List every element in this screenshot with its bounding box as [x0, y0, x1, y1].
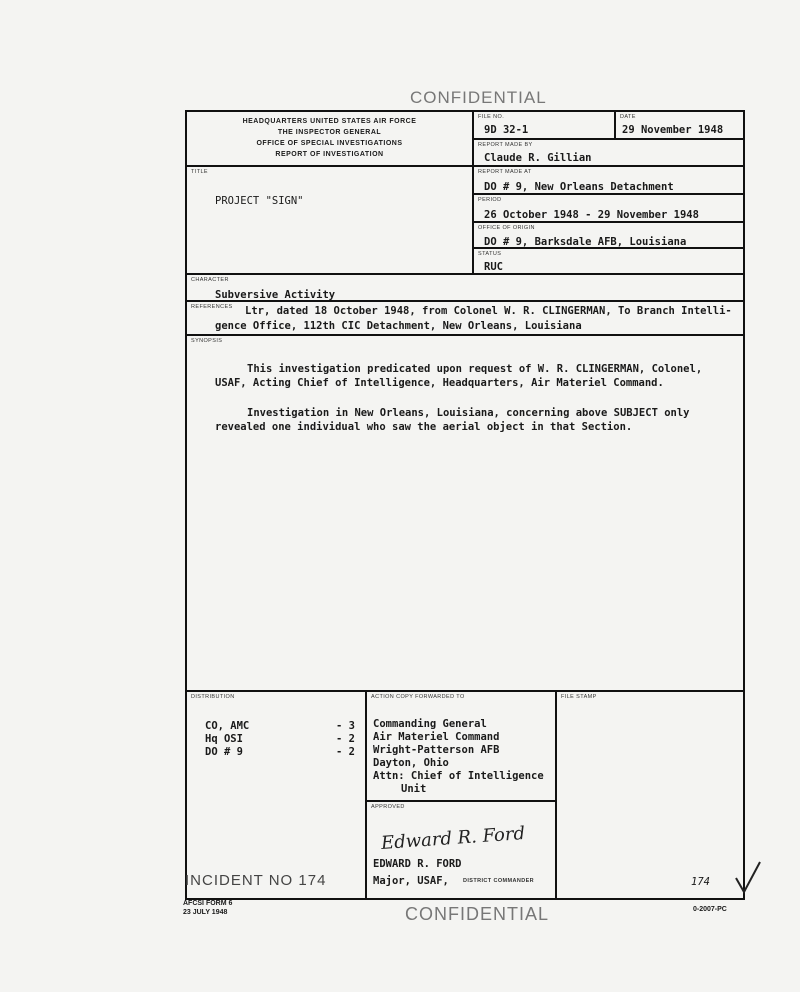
date-value: 29 November 1948	[622, 124, 724, 136]
title-cell	[187, 167, 474, 275]
form-id-line-1: AFCSI FORM 6	[183, 900, 233, 907]
action-copy-line: Wright-Patterson AFB	[373, 744, 500, 756]
report-form	[185, 110, 745, 900]
action-copy-line: Commanding General	[373, 718, 487, 730]
approver-rank: Major, USAF,	[373, 875, 449, 887]
distribution-name: DO # 9	[205, 746, 243, 758]
approved-cell	[367, 802, 557, 898]
action-copy-label: ACTION COPY FORWARDED TO	[371, 694, 465, 700]
references-line-2: gence Office, 112th CIC Detachment, New Orleans, Louisiana	[215, 320, 582, 332]
period-cell	[474, 195, 743, 223]
report-made-by-cell	[474, 140, 743, 167]
form-id-line-2: 23 JULY 1948	[183, 909, 228, 916]
status-value: RUC	[484, 261, 503, 273]
title-label: TITLE	[191, 169, 208, 175]
synopsis-cell	[187, 336, 743, 692]
action-copy-line: Dayton, Ohio	[373, 757, 449, 769]
approver-role: DISTRICT COMMANDER	[463, 878, 535, 884]
distribution-cell	[187, 692, 367, 898]
org-line: OFFICE OF SPECIAL INVESTIGATIONS	[256, 140, 403, 147]
office-of-origin-value: DO # 9, Barksdale AFB, Louisiana	[484, 236, 687, 248]
character-label: CHARACTER	[191, 277, 229, 283]
synopsis-para1-line2: USAF, Acting Chief of Intelligence, Headquarters, Air Materiel Command.	[215, 377, 664, 389]
org-line: REPORT OF INVESTIGATION	[275, 151, 384, 158]
distribution-name: CO, AMC	[205, 720, 250, 732]
gpo-code: 0-2007-PC	[693, 906, 727, 913]
file-no-value: 9D 32-1	[484, 124, 529, 136]
file-stamp-cell	[557, 692, 743, 898]
report-made-by-label: REPORT MADE BY	[478, 142, 533, 148]
date-cell	[616, 112, 743, 140]
synopsis-para2-line1: Investigation in New Orleans, Louisiana, concerning above SUBJECT only	[247, 407, 690, 419]
date-label: DATE	[620, 114, 636, 120]
references-label: REFERENCES	[191, 304, 233, 310]
handwritten-check-icon	[730, 858, 770, 898]
action-copy-line: Unit	[401, 783, 427, 795]
distribution-count: - 2	[336, 746, 355, 758]
synopsis-paragraph-2	[215, 406, 735, 434]
synopsis-para1-line1: This investigation predicated upon request of W. R. CLINGERMAN, Colonel,	[247, 363, 703, 375]
synopsis-label: SYNOPSIS	[191, 338, 223, 344]
report-made-at-label: REPORT MADE AT	[478, 169, 532, 175]
report-made-at-cell	[474, 167, 743, 195]
action-copy-line: Air Materiel Command	[373, 731, 500, 743]
action-copy-line: Attn: Chief of Intelligence	[373, 770, 544, 782]
distribution-row	[205, 720, 355, 733]
references-cell	[187, 302, 743, 336]
synopsis-para2-line2: revealed one individual who saw the aerial object in that Section.	[215, 421, 633, 433]
status-label: STATUS	[478, 251, 502, 257]
confidential-stamp-top: CONFIDENTIAL	[410, 88, 547, 107]
character-value: Subversive Activity	[215, 289, 336, 301]
status-cell	[474, 249, 743, 275]
distribution-count: - 2	[336, 733, 355, 745]
character-cell	[187, 275, 743, 302]
distribution-label: DISTRIBUTION	[191, 694, 235, 700]
file-no-label: FILE NO.	[478, 114, 505, 120]
incident-number: INCIDENT NO 174	[185, 872, 327, 889]
file-stamp-number: 174	[691, 876, 710, 888]
approved-label: APPROVED	[371, 804, 405, 810]
action-copy-cell	[367, 692, 557, 802]
office-of-origin-label: OFFICE OF ORIGIN	[478, 225, 535, 231]
report-made-by-value: Claude R. Gillian	[484, 152, 592, 164]
file-no-cell	[474, 112, 616, 140]
title-value: PROJECT "SIGN"	[215, 195, 304, 207]
period-value: 26 October 1948 - 29 November 1948	[484, 209, 699, 221]
confidential-stamp-bottom: CONFIDENTIAL	[405, 904, 550, 924]
org-line: THE INSPECTOR GENERAL	[277, 129, 382, 136]
distribution-count: - 3	[336, 720, 355, 732]
distribution-list	[205, 720, 355, 759]
references-line-1: Ltr, dated 18 October 1948, from Colonel W. R. CLINGERMAN, To Branch Intelli-	[245, 305, 732, 317]
approver-signature: Edward R. Ford	[380, 822, 526, 855]
distribution-row	[205, 746, 355, 759]
distribution-name: Hq OSI	[205, 733, 243, 745]
distribution-row	[205, 733, 355, 746]
action-copy-address	[373, 718, 544, 796]
synopsis-paragraph-1	[215, 362, 735, 390]
approver-name: EDWARD R. FORD	[373, 858, 462, 870]
header-org-block	[187, 112, 474, 167]
org-line: HEADQUARTERS UNITED STATES AIR FORCE	[242, 118, 417, 125]
report-made-at-value: DO # 9, New Orleans Detachment	[484, 181, 674, 193]
file-stamp-label: FILE STAMP	[561, 694, 597, 700]
period-label: PERIOD	[478, 197, 502, 203]
office-of-origin-cell	[474, 223, 743, 249]
